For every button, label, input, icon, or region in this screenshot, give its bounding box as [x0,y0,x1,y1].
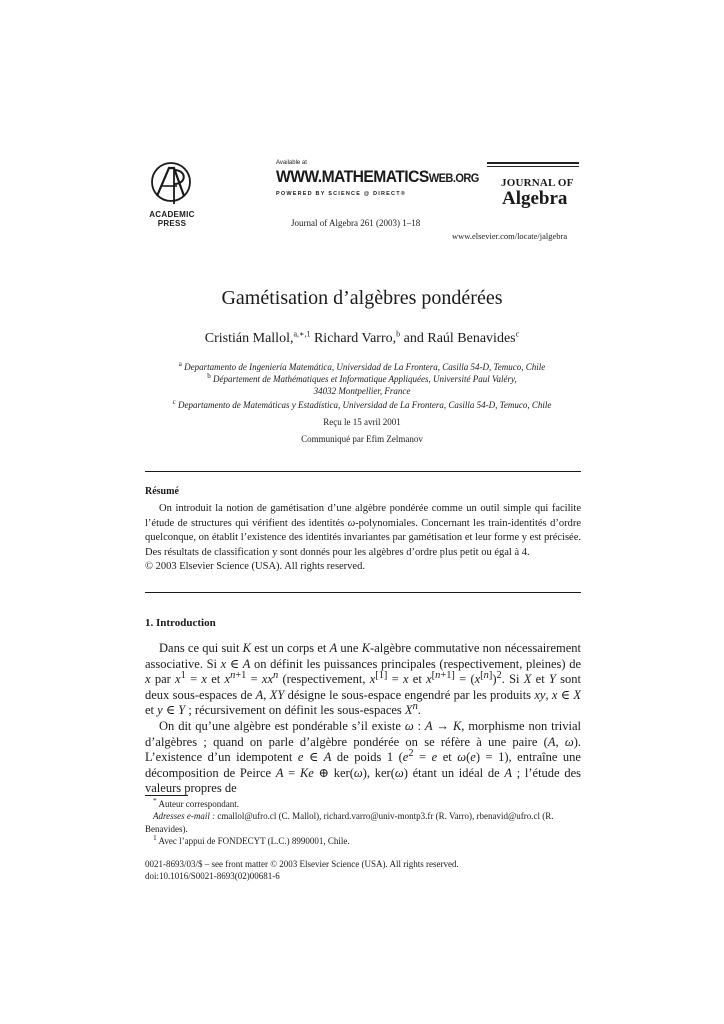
journal-url[interactable]: www.elsevier.com/locate/jalgebra [452,231,568,241]
abstract-copyright: © 2003 Elsevier Science (USA). All rights reserved. [145,561,365,572]
communicated-by: Communiqué par Efim Zelmanov [301,434,423,444]
publisher-logo [143,160,199,208]
mathematicsweb-logo[interactable]: Available at WWW.MATHEMATICSWEB.ORG POWERED BY SCIENCE @ DIRECT® [276,160,479,197]
journal-of-label: JOURNAL OF [501,177,574,189]
section-body [145,641,581,797]
divider-bottom [145,592,581,593]
received-date: Reçu le 15 avril 2001 [323,417,401,427]
page-title: Gamétisation d’algèbres pondérées [221,287,503,309]
footnote-1: $^1$ Avec l’appui de FONDECYT (L.C.) 8990001, Chile. [153,833,350,847]
footnote-emails: Adresses e-mail : cmallol@ufro.cl (C. Mallol), richard.varro@univ-montp3.fr (R. Varro), rbenavid@ufro.cl (R. Benavides). [145,811,554,834]
divider-top [145,471,581,472]
page-footer [145,858,581,883]
paragraph-1: Dans ce qui suit K est un corps et A une K-algèbre commutative non nécessairement associative. Si x ∈ A on définit les puissances principales (respectivement, pleines) de x par $x^1 = x$ et $x^{n+1} = xx^n$ (respectivement, x[1] = x et $x[n+1] = (x[n])^2$. Si X et Y sont deux sous-espaces de A, XY désigne le sous-espace engendré par les produits xy, x ∈ X et y ∈ Y ; récursivement on définit les sous-espaces $X^n$. [145,641,582,718]
footer-doi: doi:10.1016/S0021-8693(02)00681-6 [145,871,280,882]
author-list: Cristián Mallol,$^{a,∗,1}$ Richard Varro,$^b$ and Raúl Benavides$^c$ [204,329,520,346]
affiliation-b-city: 34032 Montpellier, France [313,386,411,396]
affiliation-b: $^b$ Département de Mathématiques et Informatique Appliquées, Université Paul Valéry, [207,372,517,384]
journal-citation: Journal of Algebra 261 (2003) 1–18 [291,218,421,228]
journal-logo [487,162,579,214]
journal-name: Algebra [502,188,568,209]
footnote-rule [145,795,188,796]
abstract-body: On introduit la notion de gamétisation d’une algèbre pondérée comme un outil simple qui facilite l’étude de structures qui vérifient des identités ω-polynomiales. Concernant les train-identités d’ordre quelconque, on établit l’existence des identités invariantes par gamétisation et leur forme y est précisée. Des résultats de classification y sont donnés pour les algèbres d’ordre plus petit ou égal à 4. © 2003 Elsevier Science (USA). All rights reserved. [145,502,581,575]
affiliation-a: $^a$ Departamento de Ingeniería Matemática, Universidad de La Frontera, Casilla 54-D, Temuco, Chile [178,360,546,372]
abstract-heading: Résumé [145,486,179,497]
publisher-caption: ACADEMIC PRESS [149,210,195,228]
footer-issn: 0021-8693/03/$ – see front matter © 2003 Elsevier Science (USA). All rights reserved. [145,859,459,869]
section-heading: 1. Introduction [145,617,216,629]
footnote-star: * Auteur correspondant. [153,796,239,809]
affiliation-c: $^c$ Departamento de Matemáticas y Estadística, Universidad de La Frontera, Casilla 54-D, Temuco, Chile [172,398,552,410]
paragraph-2: On dit qu’une algèbre est pondérable s’il existe ω : A → K, morphisme non trivial d’algèbres ; quand on parle d’algèbre pondérée on se réfère à une paire (A, ω). L’existence d’un idempotent e ∈ A de poids 1 ($e^2 = e$ et ω(e) = 1), entraîne une décomposition de Peirce A = Ke ⊕ ker(ω), ker(ω) étant un idéal de A ; l’étude des valeurs propres de [145,718,581,796]
footnotes [145,798,581,848]
